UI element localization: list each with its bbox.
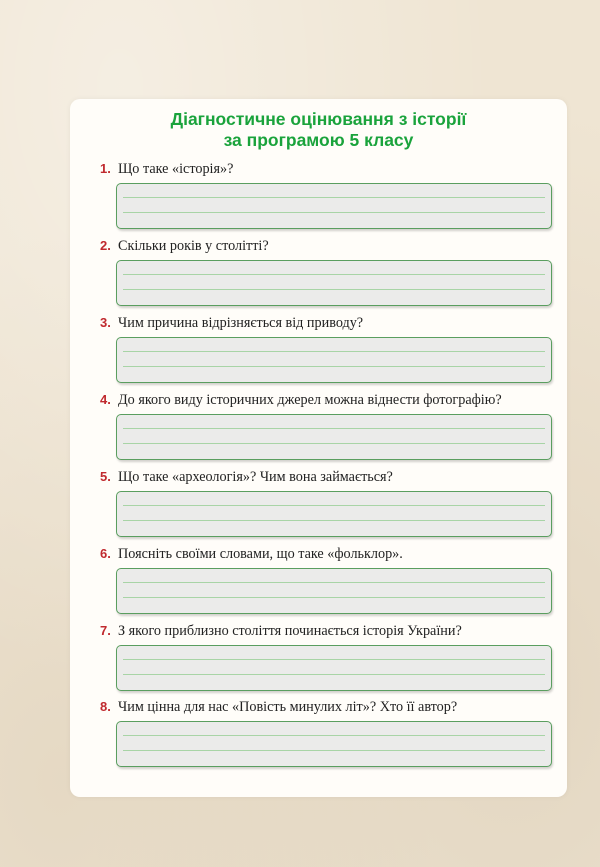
answer-field-8[interactable] — [116, 721, 552, 767]
question-1 — [100, 161, 560, 181]
question-text: Чим причина відрізняється від приводу? — [118, 315, 364, 331]
question-text: Що таке «археологія»? Чим вона займається? — [118, 469, 393, 485]
title-line-1: Діагностичне оцінювання з історії — [170, 109, 467, 129]
question-number: 4. — [100, 392, 111, 407]
question-number: 3. — [100, 315, 111, 330]
worksheet-title — [70, 109, 567, 151]
question-number: 6. — [100, 546, 111, 561]
question-text: До якого виду історичних джерел можна віднести фотографію? — [118, 392, 502, 408]
question-2 — [100, 238, 560, 258]
answer-field-6[interactable] — [116, 568, 552, 614]
question-3 — [100, 315, 560, 335]
question-number: 1. — [100, 161, 111, 176]
question-6 — [100, 546, 560, 566]
answer-field-4[interactable] — [116, 414, 552, 460]
question-number: 8. — [100, 699, 111, 714]
title-line-2: за програмою 5 класу — [223, 130, 414, 150]
answer-field-1[interactable] — [116, 183, 552, 229]
answer-field-5[interactable] — [116, 491, 552, 537]
question-text: Чим цінна для нас «Повість минулих літ»? Хто її автор? — [118, 699, 458, 715]
question-text: Поясніть своїми словами, що таке «фольклор». — [118, 546, 403, 562]
question-number: 7. — [100, 623, 111, 638]
question-7 — [100, 623, 560, 643]
question-8 — [100, 699, 560, 719]
question-number: 5. — [100, 469, 111, 484]
question-text: З якого приблизно століття починається історія України? — [118, 623, 462, 639]
answer-field-2[interactable] — [116, 260, 552, 306]
answer-field-3[interactable] — [116, 337, 552, 383]
question-number: 2. — [100, 238, 111, 253]
worksheet-card — [70, 99, 567, 797]
question-5 — [100, 469, 560, 489]
question-text: Що таке «історія»? — [118, 161, 234, 177]
answer-field-7[interactable] — [116, 645, 552, 691]
question-text: Скільки років у столітті? — [118, 238, 269, 254]
question-4 — [100, 392, 560, 412]
